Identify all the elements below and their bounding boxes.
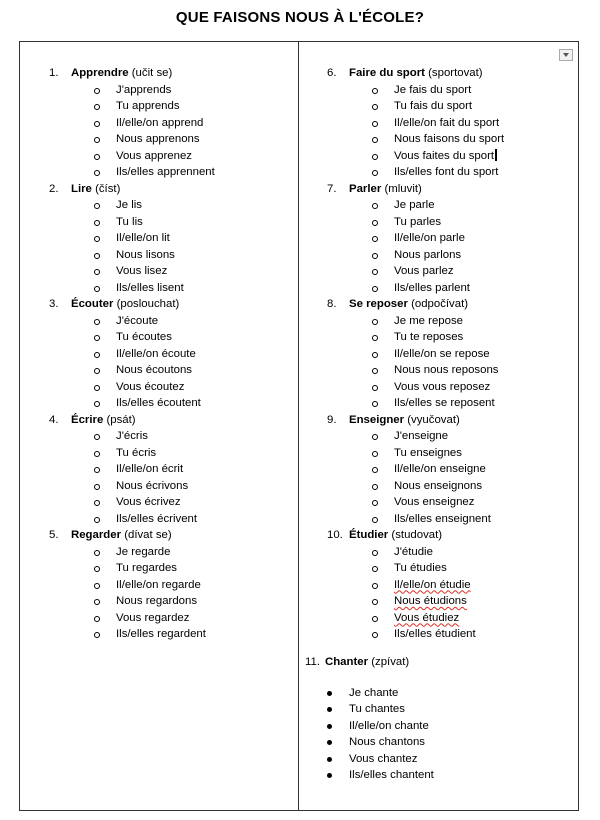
list-item: Ils/elles chantent (305, 767, 434, 784)
verb-heading: 4. Écrire (psát) (49, 413, 136, 426)
list-item: Ils/elles enseignent (327, 511, 577, 528)
verb-translation: (sportovat) (428, 67, 483, 79)
verb-name: Regarder (71, 529, 122, 541)
list-item: Ils/elles lisent (49, 280, 294, 297)
verb-translation: (studovat) (391, 529, 443, 541)
list-item: Nous lisons (49, 247, 294, 264)
list-item: Il/elle/on écrit (49, 461, 294, 478)
list-item: Il/elle/on regarde (49, 577, 294, 594)
list-item: Vous parlez (327, 263, 577, 280)
list-item-text: Vous faites du sport (394, 149, 495, 162)
list-item: Je me repose (327, 313, 577, 330)
list-item: Tu chantes (305, 701, 434, 718)
list-item: Vous écrivez (49, 494, 294, 511)
verb-name: Se reposer (349, 298, 408, 310)
list-item: Tu enseignes (327, 445, 577, 462)
section-11 (305, 654, 434, 784)
verb-name: Enseigner (349, 413, 405, 426)
list-item: Ils/elles parlent (327, 280, 577, 297)
list-item: Je regarde (49, 544, 294, 561)
list-item: Nous apprenons (49, 131, 294, 148)
list-item: Ils/elles regardent (49, 626, 294, 643)
verb-name: Écrire (71, 413, 104, 426)
verb-name: Parler (349, 182, 382, 195)
conjugation-list (49, 428, 294, 527)
verb-name: Étudier (349, 529, 389, 541)
list-item: Nous chantons (305, 734, 434, 751)
verb-heading: 2. Lire (číst) (49, 182, 121, 195)
list-item: Vous enseignez (327, 494, 577, 511)
verb-translation: (vyučovat) (407, 413, 460, 426)
verb-translation: (odpočívat) (411, 298, 469, 310)
list-item: Il/elle/on parle (327, 230, 577, 247)
list-item: J'écris (49, 428, 294, 445)
list-item: Nous écoutons (49, 362, 294, 379)
verb-heading: 9. Enseigner (vyučovat) (327, 413, 460, 426)
verb-translation: (poslouchat) (116, 298, 180, 310)
verb-name: Écouter (71, 298, 114, 310)
list-item: Je chante (305, 685, 434, 702)
list-item: Il/elle/on lit (49, 230, 294, 247)
verb-heading: 11. Chanter (zpívat) (305, 656, 410, 668)
list-item: Tu fais du sport (327, 98, 577, 115)
column-divider (298, 41, 299, 811)
list-item: Vous écoutez (49, 379, 294, 396)
conjugation-list (327, 313, 577, 412)
list-item: Nous faisons du sport (327, 131, 577, 148)
list-item: Il/elle/on se repose (327, 346, 577, 363)
conjugation-list (327, 428, 577, 527)
list-item: J'apprends (49, 82, 294, 99)
list-item: J'enseigne (327, 428, 577, 445)
verb-heading: 3. Écouter (poslouchat) (49, 298, 180, 310)
verb-translation: (psát) (106, 413, 136, 426)
list-item: Ils/elles font du sport (327, 164, 577, 181)
misspelled-word: Il/elle/on étudie (394, 578, 471, 591)
list-item: Il/elle/on écoute (49, 346, 294, 363)
list-item (327, 577, 577, 594)
conjugation-list (49, 544, 294, 643)
verb-heading: 5. Regarder (dívat se) (49, 529, 172, 541)
misspelled-word: Vous étudiez (394, 611, 460, 624)
chevron-down-icon[interactable] (559, 49, 573, 61)
verb-translation: (mluvit) (384, 182, 422, 195)
list-item: Vous lisez (49, 263, 294, 280)
list-item: Nous écrivons (49, 478, 294, 495)
list-item: Il/elle/on apprend (49, 115, 294, 132)
list-item (327, 593, 577, 610)
conjugation-list (327, 197, 577, 296)
conjugation-list (49, 82, 294, 181)
list-item: Je parle (327, 197, 577, 214)
list-item: Tu écris (49, 445, 294, 462)
list-item: Tu regardes (49, 560, 294, 577)
list-item: Nous nous reposons (327, 362, 577, 379)
list-item: Il/elle/on enseigne (327, 461, 577, 478)
list-item (327, 610, 577, 627)
list-item: Je fais du sport (327, 82, 577, 99)
right-column (327, 65, 577, 643)
list-item: J'étudie (327, 544, 577, 561)
list-item: Tu écoutes (49, 329, 294, 346)
list-item: Vous apprenez (49, 148, 294, 165)
list-item: Nous parlons (327, 247, 577, 264)
verb-translation: (dívat se) (124, 529, 172, 541)
verb-heading: 10. Étudier (studovat) (327, 529, 443, 541)
verb-name: Chanter (325, 656, 369, 668)
list-item: Tu apprends (49, 98, 294, 115)
list-item: Nous enseignons (327, 478, 577, 495)
page-title: QUE FAISONS NOUS À L'ÉCOLE? (175, 9, 425, 26)
list-item: Vous regardez (49, 610, 294, 627)
list-item: Vous vous reposez (327, 379, 577, 396)
verb-name: Lire (71, 182, 92, 195)
list-item: Je lis (49, 197, 294, 214)
verb-heading: 6. Faire du sport (sportovat) (327, 67, 483, 79)
misspelled-word: Nous étudions (394, 595, 467, 607)
list-item: Tu étudies (327, 560, 577, 577)
list-item: Tu parles (327, 214, 577, 231)
list-item: J'écoute (49, 313, 294, 330)
list-item: Il/elle/on chante (305, 718, 434, 735)
list-item[interactable] (327, 148, 577, 165)
verb-translation: (zpívat) (371, 656, 410, 668)
conjugation-list (327, 544, 577, 643)
verb-name: Faire du sport (349, 67, 425, 79)
verb-heading: 8. Se reposer (odpočívat) (327, 298, 469, 310)
conjugation-list (49, 313, 294, 412)
list-item: Nous regardons (49, 593, 294, 610)
list-item: Ils/elles étudient (327, 626, 577, 643)
verb-name: Apprendre (71, 67, 129, 79)
list-item: Ils/elles écoutent (49, 395, 294, 412)
text-cursor (495, 149, 497, 161)
list-item: Ils/elles apprennent (49, 164, 294, 181)
list-item: Ils/elles se reposent (327, 395, 577, 412)
conjugation-list (49, 197, 294, 296)
left-column (49, 65, 294, 643)
verb-translation: (učit se) (131, 67, 173, 79)
verb-heading: 7. Parler (mluvit) (327, 182, 422, 195)
list-item: Tu te reposes (327, 329, 577, 346)
conjugation-list (305, 685, 434, 784)
list-item: Ils/elles écrivent (49, 511, 294, 528)
list-item: Vous chantez (305, 751, 434, 768)
verb-heading: 1. Apprendre (učit se) (49, 67, 173, 79)
list-item: Tu lis (49, 214, 294, 231)
verb-translation: (číst) (95, 182, 121, 195)
conjugation-list (327, 82, 577, 181)
list-item: Il/elle/on fait du sport (327, 115, 577, 132)
